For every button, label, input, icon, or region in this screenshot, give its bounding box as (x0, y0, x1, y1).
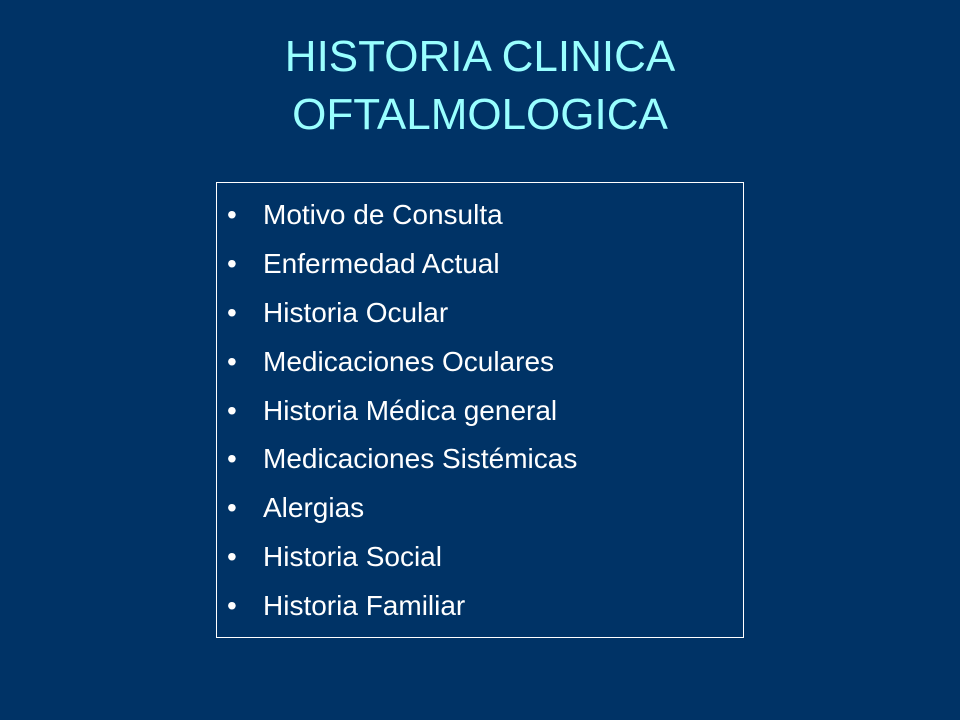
bullet-icon: • (227, 492, 237, 524)
list-item-label: Alergias (263, 492, 365, 524)
bullet-icon: • (227, 443, 237, 475)
bullet-icon: • (227, 248, 237, 280)
title-line-1: HISTORIA CLINICA (284, 32, 676, 81)
title-line-2: OFTALMOLOGICA (292, 90, 668, 139)
list-item (227, 435, 577, 484)
list-item-label: Historia Médica general (263, 394, 558, 426)
list-item (227, 191, 577, 240)
list-item-label: Medicaciones Sistémicas (263, 443, 578, 475)
list-item (227, 386, 577, 435)
content-box (216, 182, 744, 638)
bullet-list (227, 191, 577, 630)
slide-title (0, 28, 960, 144)
bullet-icon: • (227, 540, 237, 572)
list-item (227, 533, 577, 582)
list-item (227, 337, 577, 386)
list-item-label: Enfermedad Actual (263, 248, 500, 280)
list-item (227, 289, 577, 338)
bullet-icon: • (227, 394, 237, 426)
list-item-label: Historia Familiar (263, 589, 466, 621)
list-item (227, 484, 577, 533)
list-item (227, 581, 577, 630)
bullet-icon: • (227, 296, 237, 328)
bullet-icon: • (227, 589, 237, 621)
list-item (227, 240, 577, 289)
list-item-label: Motivo de Consulta (263, 199, 503, 231)
bullet-icon: • (227, 345, 237, 377)
bullet-icon: • (227, 199, 237, 231)
list-item-label: Medicaciones Oculares (263, 345, 555, 377)
list-item-label: Historia Ocular (263, 296, 449, 328)
list-item-label: Historia Social (263, 540, 442, 572)
